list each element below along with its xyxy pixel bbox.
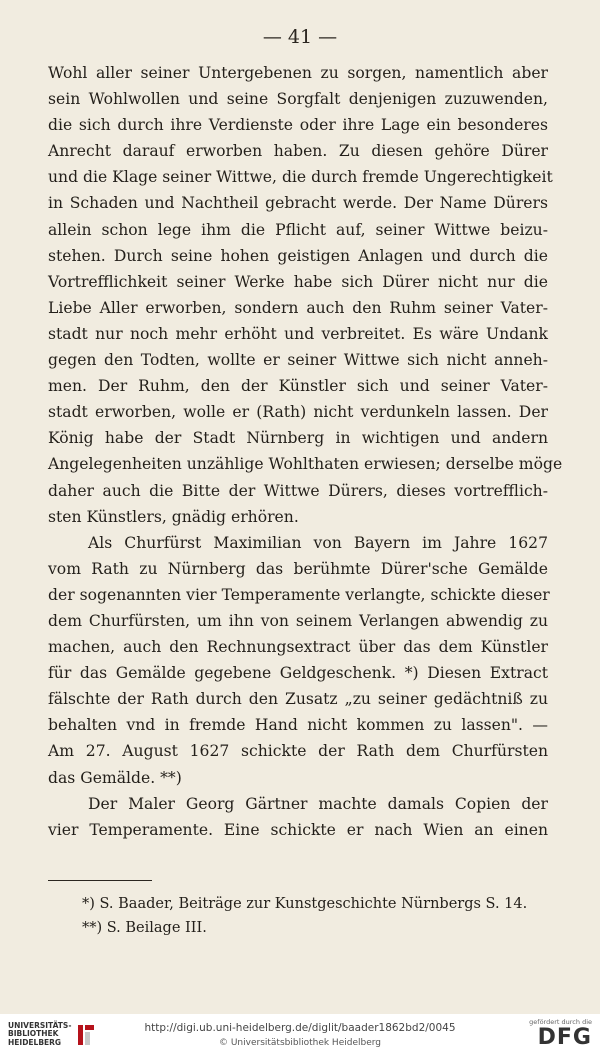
text-line: vier Temperamente. Eine schickte er nach Wien an einen — [48, 820, 548, 839]
paragraph-1 — [48, 60, 563, 530]
page-number: — 41 — — [262, 26, 338, 48]
text-line: men. Der Ruhm, den der Künstler sich und seiner Vater- — [48, 377, 548, 396]
footer-bar — [0, 1014, 600, 1056]
text-line: gegen den Todten, wollte er seiner Wittwe sich nicht anneh- — [48, 351, 548, 370]
text-line: Liebe Aller erworben, sondern auch den Ruhm seiner Vater- — [48, 298, 548, 317]
footnote-1: *) S. Baader, Beiträge zur Kunstgeschichte Nürnbergs S. 14. — [82, 896, 528, 912]
text-line: vom Rath zu Nürnberg das berühmte Dürer'sche Gemälde — [48, 559, 548, 578]
text-line: dem Churfürsten, um ihn von seinem Verlangen abwendig zu — [48, 611, 548, 630]
text-line: Als Churfürst Maximilian von Bayern im Jahre 1627 — [88, 533, 548, 552]
dfg-caption: gefördert durch die — [529, 1018, 592, 1026]
text-line: stehen. Durch seine hohen geistigen Anlagen und durch die — [48, 246, 548, 265]
text-line: sein Wohlwollen und seine Sorgfalt denjenigen zuzuwenden, — [48, 90, 548, 109]
footnote-2: **) S. Beilage III. — [82, 920, 207, 936]
body-text — [48, 60, 563, 843]
copyright-text: © Universitätsbibliothek Heidelberg — [218, 1038, 381, 1048]
text-line: daher auch die Bitte der Wittwe Dürers, dieses vortrefflich- — [48, 481, 548, 500]
text-line: Der Maler Georg Gärtner machte damals Copien der — [88, 794, 548, 813]
text-line: das Gemälde. **) — [48, 768, 182, 787]
footnotes — [82, 892, 542, 940]
text-line: der sogenannten vier Temperamente verlangte, schickte dieser — [48, 585, 550, 604]
text-line: König habe der Stadt Nürnberg in wichtigen und andern — [48, 429, 548, 448]
dfg-wordmark: DFG — [537, 1025, 592, 1050]
text-line: Am 27. August 1627 schickte der Rath dem Churfürsten — [48, 742, 548, 761]
text-line: für das Gemälde gegebene Geldgeschenk. *) Diesen Extract — [48, 664, 548, 683]
logo-line: HEIDELBERG — [8, 1037, 62, 1047]
logo-line: BIBLIOTHEK — [8, 1029, 59, 1039]
text-line: Vortrefflichkeit seiner Werke habe sich Dürer nicht nur die — [48, 272, 548, 291]
text-line: stadt nur noch mehr erhöht und verbreitet. Es wäre Undank — [48, 324, 548, 343]
logo-line: UNIVERSITÄTS- — [8, 1021, 72, 1030]
text-line: Angelegenheiten unzählige Wohlthaten erwiesen; derselbe möge — [48, 455, 563, 474]
text-line: fälschte der Rath durch den Zusatz „zu seiner gedächtniß zu — [48, 690, 548, 709]
footnote-divider — [48, 880, 152, 881]
text-line: in Schaden und Nachtheil gebracht werde. Der Name Dürers — [48, 194, 548, 213]
text-line: die sich durch ihre Verdienste oder ihre Lage ein besonderes — [48, 116, 548, 135]
paragraph-3 — [48, 791, 548, 843]
text-line: und die Klage seiner Wittwe, die durch fremde Ungerechtigkeit — [48, 168, 553, 187]
text-line: Wohl aller seiner Untergebenen zu sorgen, namentlich aber — [48, 64, 548, 82]
dfg-logo[interactable] — [529, 1018, 592, 1050]
text-line: behalten vnd in fremde Hand nicht kommen zu lassen". — — [48, 716, 548, 735]
text-line: sten Künstlers, gnädig erhören. — [48, 507, 299, 526]
text-line: machen, auch den Rechnungsextract über das dem Künstler — [48, 638, 548, 657]
text-line: allein schon lege ihm die Pflicht auf, seiner Wittwe beizu- — [48, 220, 548, 239]
paragraph-2 — [48, 530, 548, 791]
text-line: stadt erworben, wolle er (Rath) nicht verdunkeln lassen. Der — [48, 403, 548, 422]
text-line: Anrecht darauf erworben haben. Zu diesen gehöre Dürer — [48, 142, 548, 161]
permalink-url[interactable]: http://digi.ub.uni-heidelberg.de/diglit/baader1862bd2/0045 — [144, 1022, 456, 1034]
